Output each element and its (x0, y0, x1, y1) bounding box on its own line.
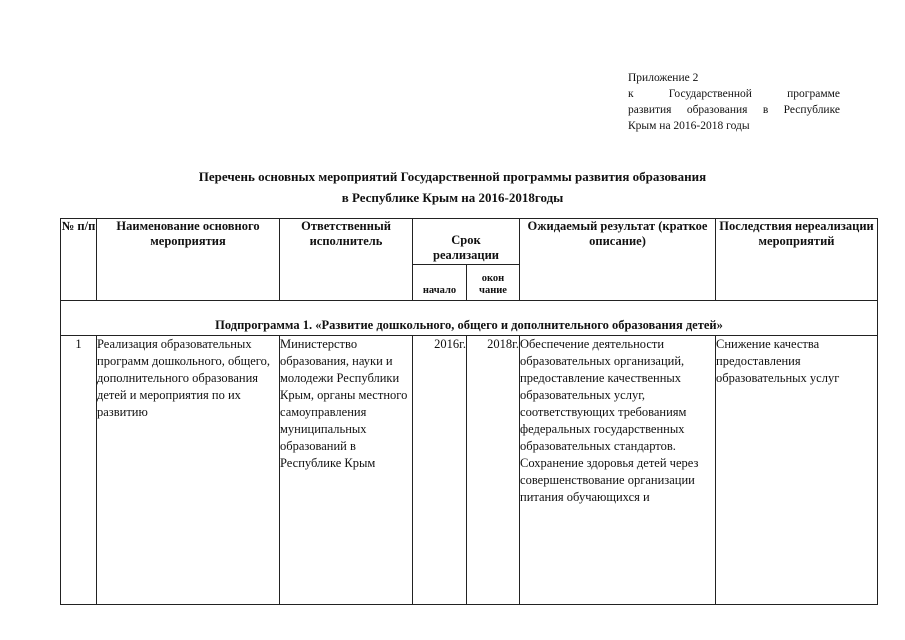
header-consequences: Последствия нереализации мероприятий (716, 219, 878, 301)
appendix-line: Приложение 2 (628, 72, 699, 84)
subprogram-title: Подпрограмма 1. «Развитие дошкольного, общего и дополнительного образования детей» (61, 301, 878, 336)
cell-consequences: Снижение качества предоставления образовательных услуг (716, 336, 878, 605)
header-result: Ожидаемый результат (краткое описание) (520, 219, 716, 301)
appendix-line: к Государственной программе (628, 88, 840, 100)
header-executor: Ответственный исполнитель (280, 219, 413, 301)
measures-table (60, 218, 878, 605)
cell-name: Реализация образовательных программ дошкольного, общего, дополнительного образования детей и мероприятия по их развитию (97, 336, 280, 605)
appendix-line: развития образования в Республике (628, 104, 840, 116)
cell-executor: Министерство образования, науки и молодежи Республики Крым, органы местного самоуправления муниципальных образований в Республике Крым (280, 336, 413, 605)
result-paragraph: Сохранение здоровья детей через совершенствование организации питания обучающихся и (520, 456, 699, 504)
header-num: № п/п (61, 219, 97, 301)
header-name: Наименование основного мероприятия (97, 219, 280, 301)
cell-end: 2018г. (467, 336, 520, 605)
cell-result (520, 336, 716, 605)
title-line: Перечень основных мероприятий Государственной программы развития образования (198, 169, 707, 184)
document-title (0, 166, 905, 208)
subprogram-row (61, 301, 878, 336)
header-term: Срок реализации (413, 219, 520, 265)
header-start: начало (413, 265, 467, 301)
header-row (61, 219, 878, 265)
header-end: окон чание (467, 265, 520, 301)
result-paragraph: Обеспечение деятельности образовательных организаций, предоставление качественных образовательных услуг, соответствующих требованиям федеральных государственных образовательных стандартов. (520, 337, 687, 453)
cell-num: 1 (61, 336, 97, 605)
cell-start: 2016г. (413, 336, 467, 605)
table-row (61, 336, 878, 605)
appendix-note (628, 70, 840, 134)
title-line: в Республике Крым на 2016-2018годы (341, 190, 564, 205)
appendix-line: Крым на 2016-2018 годы (628, 120, 750, 132)
